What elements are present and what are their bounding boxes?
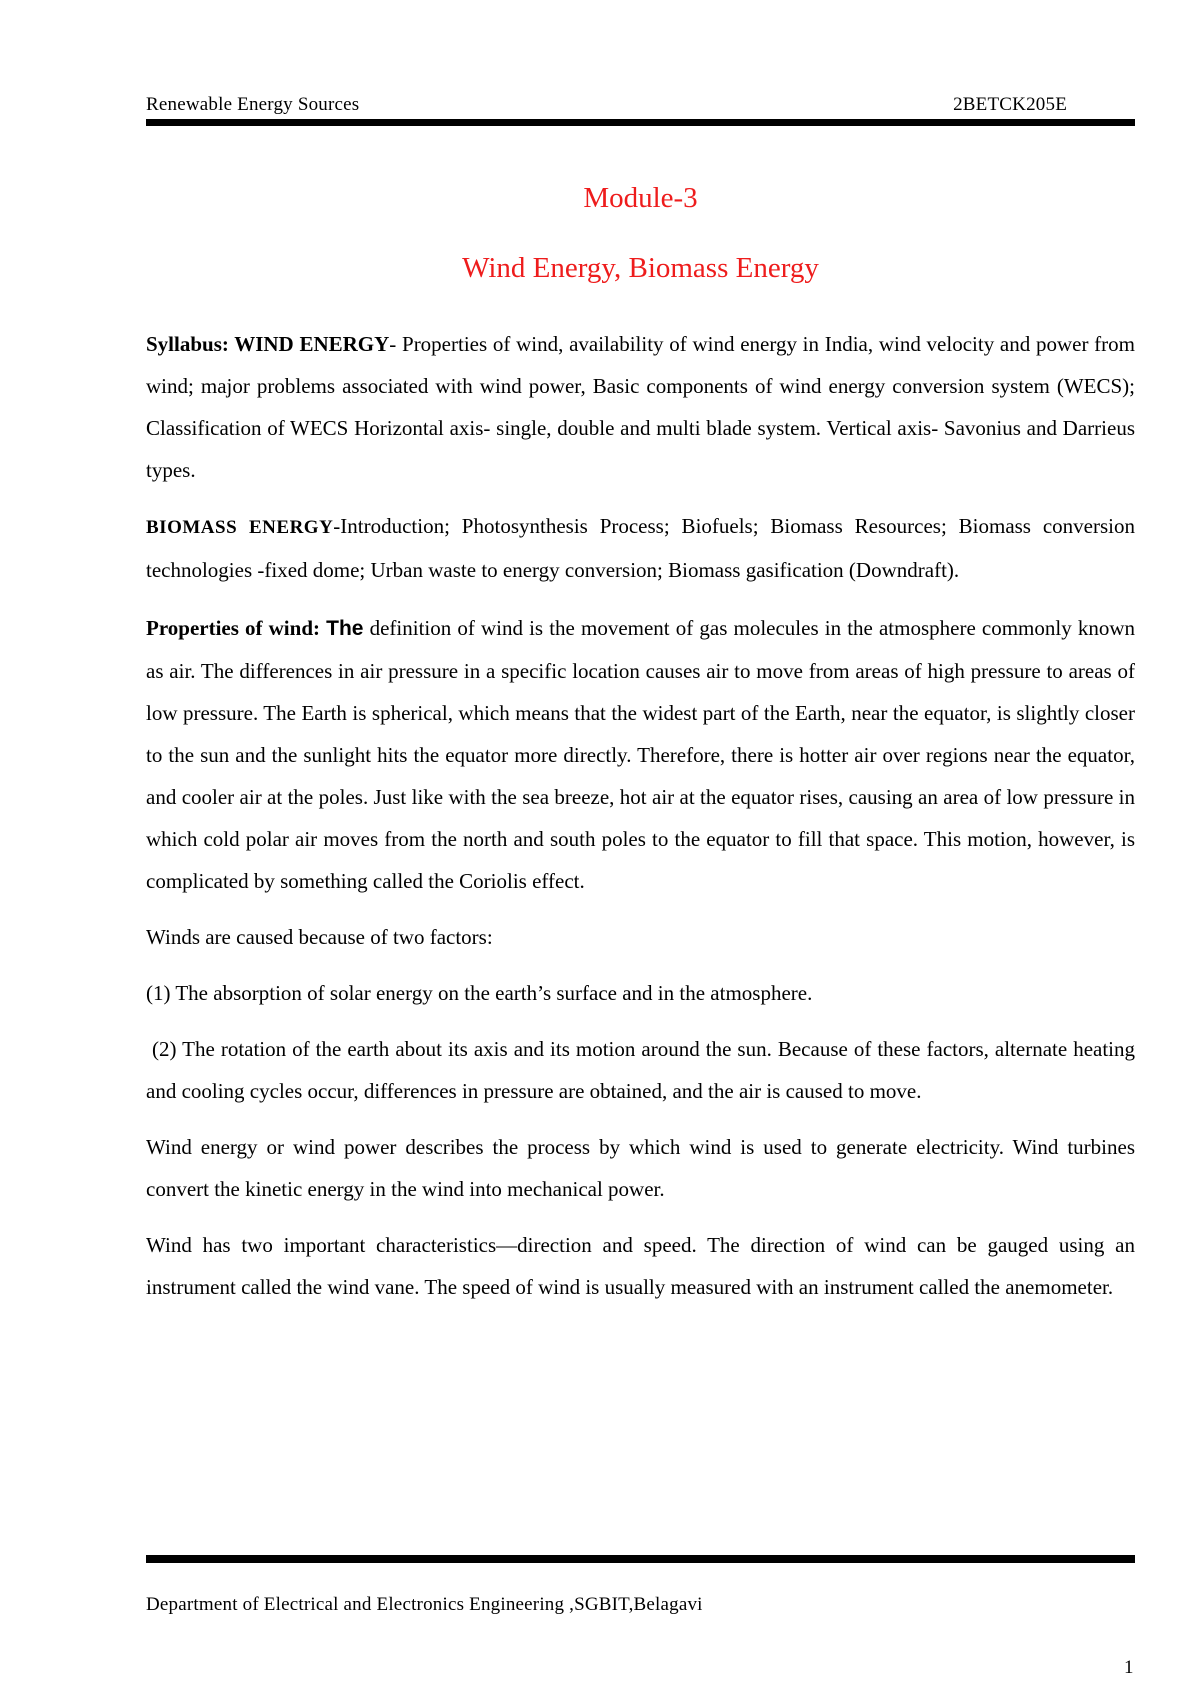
biomass-energy-label: BIOMASS ENERGY xyxy=(146,517,334,538)
syllabus-label: Syllabus: xyxy=(146,332,235,356)
wind-syllabus-text: - Properties of wind, availability of wind energy in India, wind velocity and power from wind; major problems associated with wind power, Basic components of wind energy conversion system (WECS); Classification of WECS Horizontal axis- single, double and multi blade system. Vertical axis- Savonius and Darrieus types. xyxy=(146,332,1135,482)
footer-department: Department of Electrical and Electronics Engineering ,SGBIT,Belagavi xyxy=(146,1594,703,1615)
characteristics-paragraph: Wind has two important characteristics—direction and speed. The direction of wind can be gauged using an instrument called the wind vane. The speed of wind is usually measured with an instrument called the anemometer. xyxy=(146,1233,1135,1299)
module-subtitle: Wind Energy, Biomass Energy xyxy=(462,252,819,284)
wind-energy-paragraph: Wind energy or wind power describes the process by which wind is used to generate electricity. Wind turbines convert the kinetic energy in the wind into mechanical power. xyxy=(146,1135,1135,1201)
properties-text: definition of wind is the movement of gas molecules in the atmosphere commonly known as air. The differences in air pressure in a specific location causes air to move from areas of high pressure to areas of low pressure. The Earth is spherical, which means that the widest part of the Earth, near the equator, is slightly closer to the sun and the sunlight hits the equator more directly. Therefore, there is hotter air over regions near the equator, and cooler air at the poles. Just like with the sea breeze, hot air at the equator rises, causing an area of low pressure in which cold polar air moves from the north and south poles to the equator to fill that space. This motion, however, is complicated by something called the Coriolis effect. xyxy=(146,616,1135,893)
properties-label: Properties of wind: xyxy=(146,616,327,640)
factor-2-paragraph: (2) The rotation of the earth about its axis and its motion around the sun. Because of these factors, alternate heating and cooling cycles occur, differences in pressure are obtained, and the air is caused to move. xyxy=(146,1037,1141,1103)
header-rule xyxy=(146,119,1135,126)
page-number: 1 xyxy=(1124,1657,1134,1678)
biomass-syllabus-text: -Introduction; Photosynthesis Process; Biofuels; Biomass Resources; Biomass conversion technologies -fixed dome; Urban waste to energy conversion; Biomass gasification (Downdraft). xyxy=(146,514,1135,582)
footer-rule xyxy=(146,1555,1135,1563)
wind-energy-label: WIND ENERGY xyxy=(234,332,390,356)
syllabus-biomass-paragraph xyxy=(146,505,1135,591)
properties-lead-word: The xyxy=(326,617,364,640)
syllabus-wind-paragraph xyxy=(146,323,1135,491)
factor-1-paragraph: (1) The absorption of solar energy on the earth’s surface and in the atmosphere. xyxy=(146,981,813,1005)
properties-paragraph xyxy=(146,607,1135,902)
document-body xyxy=(146,323,1141,1308)
module-title: Module-3 xyxy=(583,182,698,214)
factors-intro-paragraph: Winds are caused because of two factors: xyxy=(146,925,493,949)
header-course-title: Renewable Energy Sources xyxy=(146,94,360,115)
header-course-code: 2BETCK205E xyxy=(953,94,1067,115)
